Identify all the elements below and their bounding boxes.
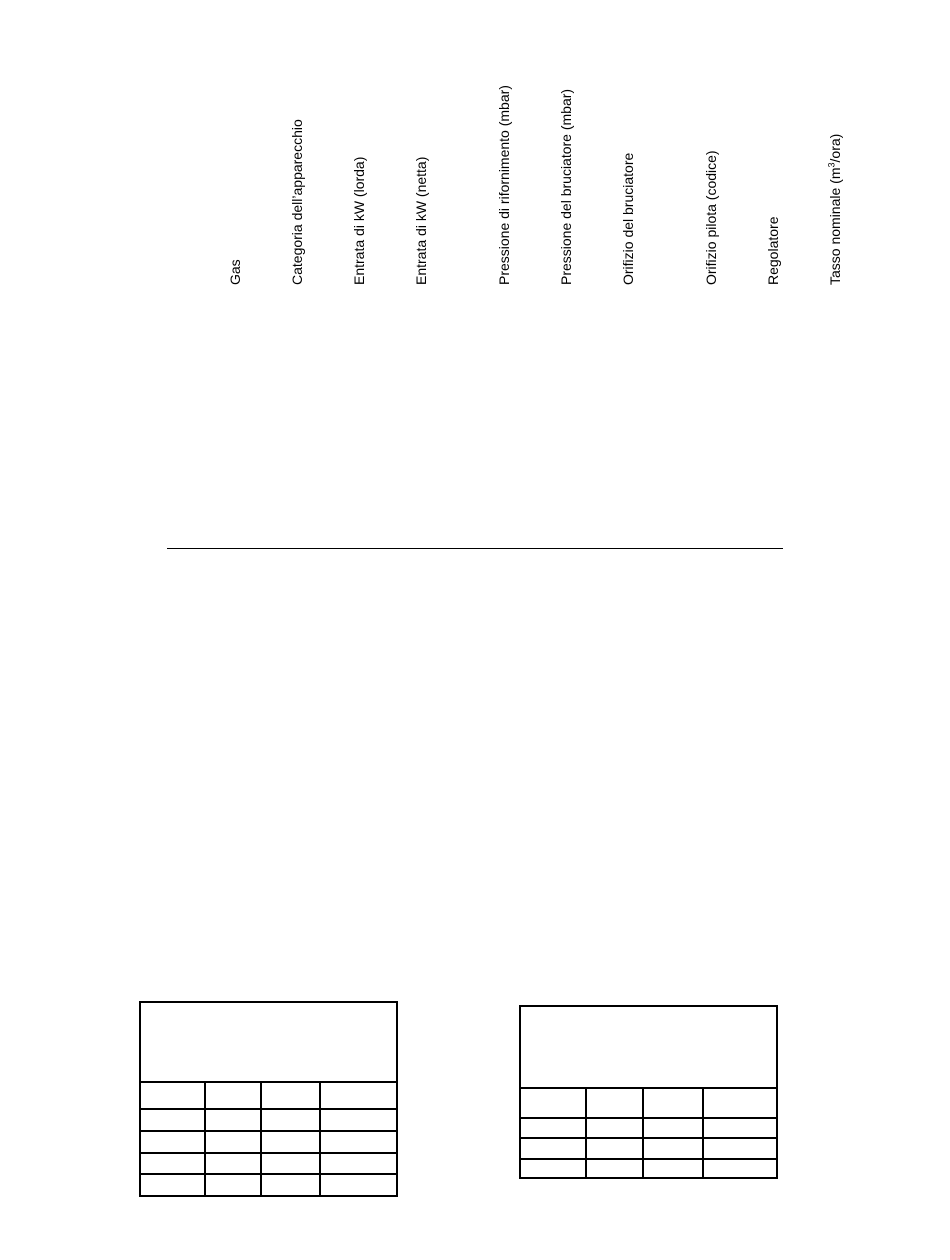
column-header-pilot-orifice: Orifizio pilota (codice)	[703, 150, 719, 285]
nominal-rate-label-end: /ora)	[827, 133, 843, 163]
nominal-rate-label-start: Tasso nominale (m	[827, 167, 843, 285]
column-header-nominal-rate	[828, 134, 842, 285]
horizontal-divider	[167, 548, 783, 549]
table-row-line	[521, 1137, 776, 1139]
table-row-line	[141, 1081, 396, 1083]
table-row-line	[521, 1158, 776, 1160]
table-column-line	[585, 1087, 587, 1177]
table-row-line	[141, 1152, 396, 1154]
column-header-burner-pressure: Pressione del bruciatore (mbar)	[558, 88, 574, 285]
column-header-input-net: Entrata di kW (netta)	[413, 156, 429, 285]
blank-table-left	[139, 1001, 398, 1197]
table-row-line	[521, 1117, 776, 1119]
table-row-line	[141, 1108, 396, 1110]
blank-table-right	[519, 1005, 778, 1179]
table-column-line	[319, 1081, 321, 1195]
column-header-appliance-category: Categoria dell’apparecchio	[289, 119, 305, 285]
column-header-regulator: Regolatore	[765, 216, 781, 285]
table-row-line	[141, 1130, 396, 1132]
column-header-supply-pressure: Pressione di rifornimento (mbar)	[496, 85, 512, 285]
column-header-gas: Gas	[227, 259, 243, 285]
table-row-line	[141, 1173, 396, 1175]
nominal-rate-label-superscript: 3	[826, 162, 837, 168]
column-header-input-gross: Entrata di kW (lorda)	[351, 156, 367, 285]
table-column-line	[702, 1087, 704, 1177]
table-row-line	[521, 1087, 776, 1089]
column-header-burner-orifice: Orifizio del bruciatore	[620, 152, 636, 285]
table-column-line	[642, 1087, 644, 1177]
table-column-line	[260, 1081, 262, 1195]
table-column-line	[204, 1081, 206, 1195]
